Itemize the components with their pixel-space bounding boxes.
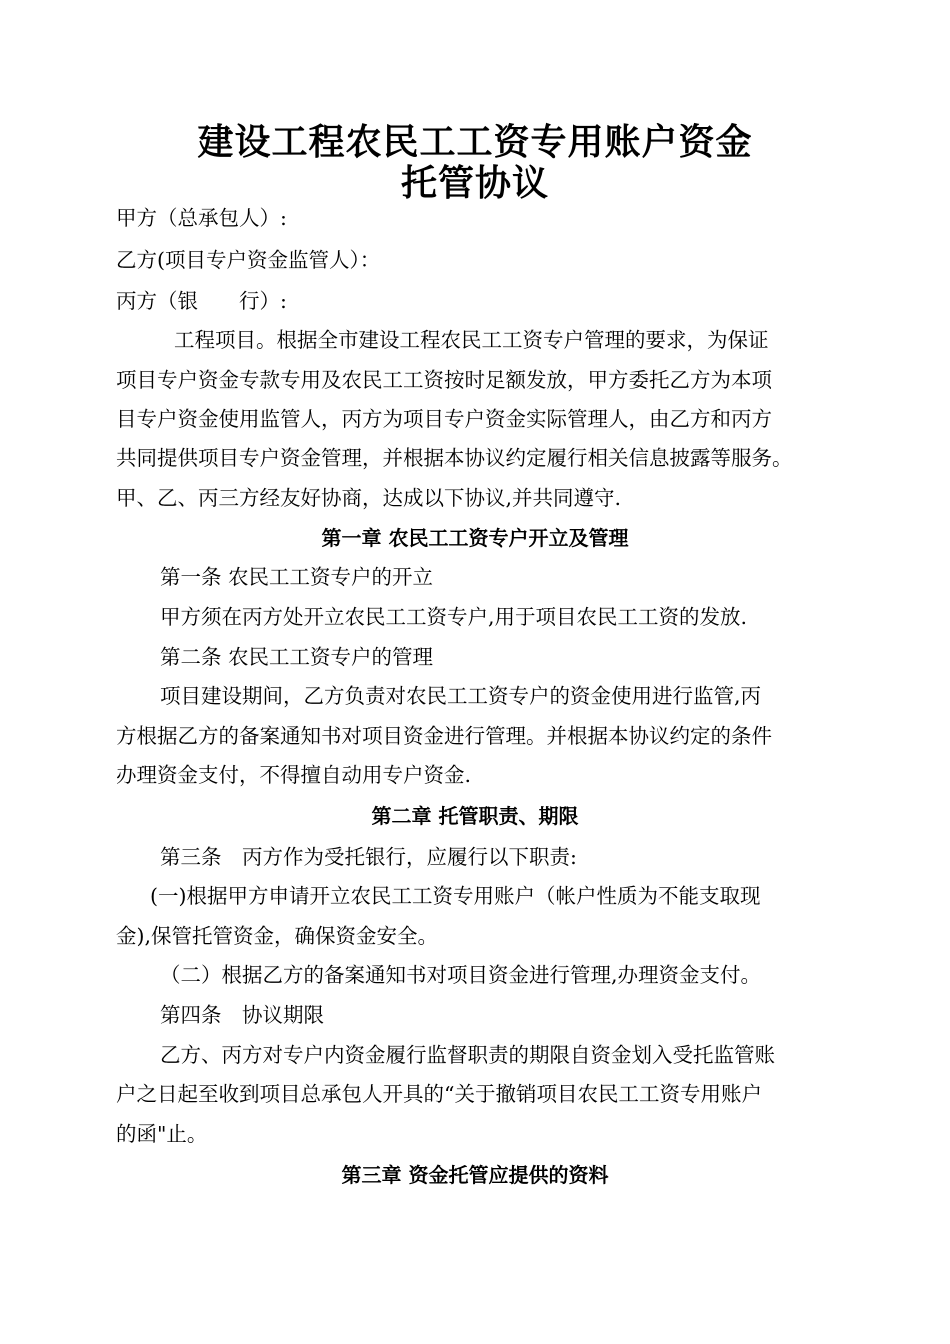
article-2-body-line-1: 项目建设期间，乙方负责对农民工工资专户的资金使用进行监管,丙 (160, 684, 762, 708)
article-3-item-2: （二）根据乙方的备案通知书对项目资金进行管理,办理资金支付。 (160, 963, 762, 987)
article-2-title: 第二条 农民工工资专户的管理 (160, 645, 434, 669)
party-b-label: 乙方(项目专户资金监管人）： (116, 248, 381, 272)
intro-line-4: 共同提供项目专户资金管理，并根据本协议约定履行相关信息披露等服务。 (116, 446, 793, 470)
chapter-1-heading: 第一章 农民工工资专户开立及管理 (321, 526, 629, 550)
intro-line-5: 甲、乙、丙三方经友好协商，达成以下协议,并共同遵守. (116, 486, 622, 510)
article-2-body-line-2: 方根据乙方的备案通知书对项目资金进行管理。并根据本协议约定的条件 (116, 724, 772, 748)
intro-line-1: 工程项目。根据全市建设工程农民工工资专户管理的要求，为保证 (174, 328, 769, 352)
chapter-3-heading: 第三章 资金托管应提供的资料 (341, 1163, 609, 1187)
intro-line-3: 目专户资金使用监管人，丙方为项目专户资金实际管理人，由乙方和丙方 (116, 407, 772, 431)
article-4-body-line-1: 乙方、丙方对专户内资金履行监督职责的期限自资金划入受托监管账 (160, 1043, 775, 1067)
party-c-label: 丙方（银 行）: (116, 289, 287, 313)
article-3-item-1-line-2: 金),保管托管资金，确保资金安全。 (116, 924, 439, 948)
document-title-line-1: 建设工程农民工工资专用账户资金 (197, 121, 753, 163)
article-1-title: 第一条 农民工工资专户的开立 (160, 565, 434, 589)
article-4-body-line-3: 的函"止。 (116, 1122, 208, 1146)
party-a-label: 甲方（总承包人）: (116, 206, 287, 230)
article-3-title: 第三条 丙方作为受托银行，应履行以下职责: (160, 845, 577, 869)
intro-line-2: 项目专户资金专款专用及农民工工资按时足额发放，甲方委托乙方为本项 (116, 368, 772, 392)
article-4-body-line-2: 户之日起至收到项目总承包人开具的“关于撤销项目农民工工资专用账户 (116, 1082, 762, 1106)
article-2-body-line-3: 办理资金支付，不得擅自动用专户资金. (116, 763, 472, 787)
article-1-body: 甲方须在丙方处开立农民工工资专户,用于项目农民工工资的发放. (160, 605, 748, 629)
document-title-line-2: 托管协议 (400, 162, 549, 204)
chapter-2-heading: 第二章 托管职责、期限 (371, 804, 579, 828)
article-4-title: 第四条 协议期限 (160, 1003, 324, 1027)
article-3-item-1-line-1: (一)根据甲方申请开立农民工工资专用账户（帐户性质为不能支取现 (150, 884, 761, 908)
